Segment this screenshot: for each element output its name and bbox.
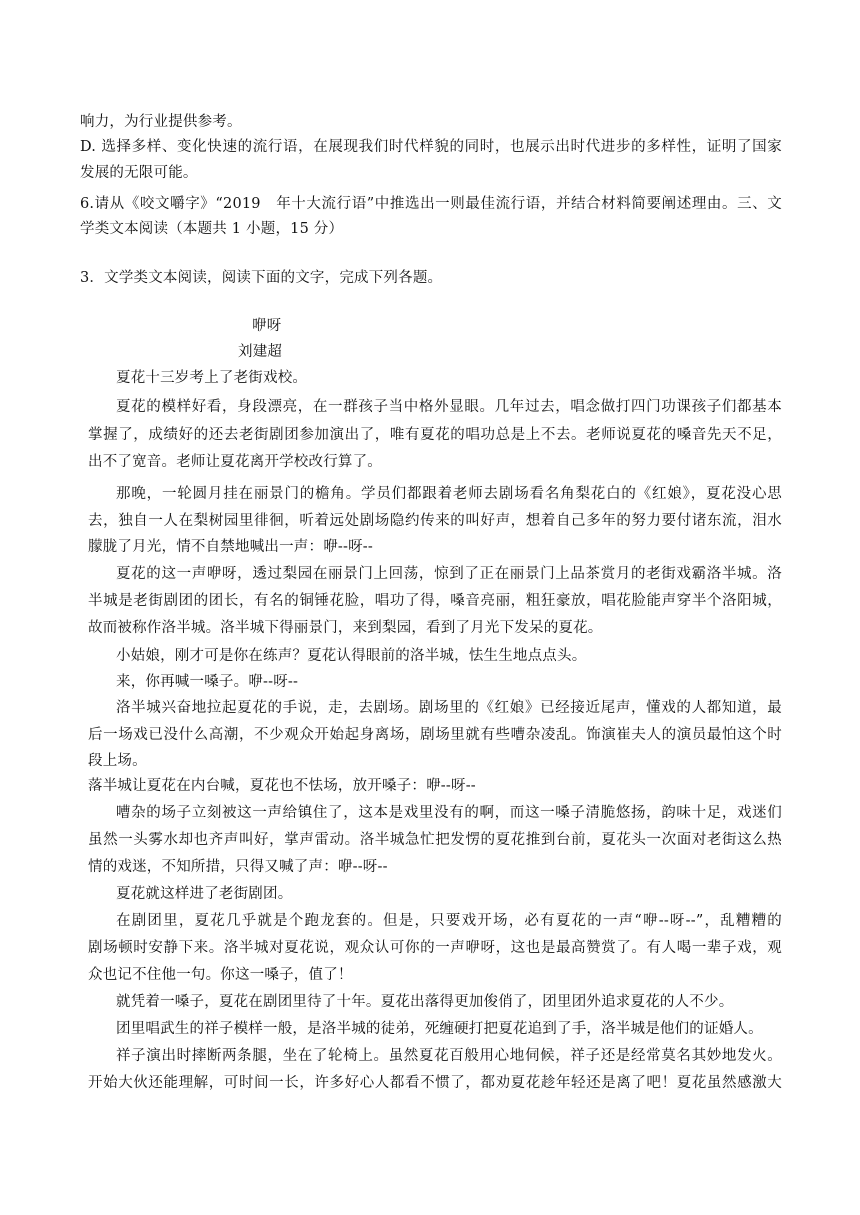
text-line: 学类文本阅读（本题共 1 小题，15 分） bbox=[80, 221, 344, 237]
paragraph-line: 虽然一头雾水却也齐声叫好，掌声雷动。洛半城急忙把发愣的夏花推到台前，夏花头一次面对老街这么热 bbox=[88, 832, 782, 848]
paragraph-line: 众也记不住他一句。你这一嗓子，值了！ bbox=[88, 967, 353, 983]
question-heading: 3．文学类文本阅读，阅读下面的文字，完成下列各题。 bbox=[80, 270, 443, 286]
text-line: D. 选择多样、变化快速的流行语，在展现我们时代样貌的同时，也展示出时代进步的多样性，证明了国家 bbox=[80, 139, 782, 155]
text-line: 6.请从《咬文嚼字》“2019 年十大流行语”中推选出一则最佳流行语，并结合材料简要阐述理由。三、文 bbox=[80, 196, 782, 212]
story-author: 刘建超 bbox=[238, 344, 283, 360]
paragraph-line: 那晚，一轮圆月挂在丽景门的檐角。学员们都跟着老师去剧场看名角梨花白的《红娘》，夏花没心思 bbox=[116, 486, 782, 502]
paragraph-line: 团里唱武生的祥子模样一般，是洛半城的徒弟，死缠硬打把夏花追到了手，洛半城是他们的证婚人。 bbox=[116, 1021, 763, 1037]
paragraph-line: 小姑娘，刚才可是你在练声？夏花认得眼前的洛半城，怯生生地点点头。 bbox=[116, 648, 587, 664]
paragraph-line: 段上场。 bbox=[88, 753, 147, 769]
paragraph-line: 剧场顿时安静下来。洛半城对夏花说，观众认可你的一声咿呀，这也是最高赞赏了。有人喝一辈子戏，观 bbox=[88, 940, 782, 956]
paragraph-line: 来，你再喊一嗓子。咿--呀-- bbox=[116, 674, 299, 690]
paragraph-line: 朦胧了月光，情不自禁地喊出一声：咿--呀-- bbox=[88, 539, 373, 555]
paragraph-line: 开始大伙还能理解，可时间一长，许多好心人都看不惯了，都劝夏花趁年轻还是离了吧！夏花虽然感激大 bbox=[88, 1075, 782, 1091]
text-line: 发展的无限可能。 bbox=[80, 165, 198, 181]
paragraph-line: 落半城让夏花在内台喊，夏花也不怯场，放开嗓子：咿--呀-- bbox=[88, 778, 476, 794]
story-title: 咿呀 bbox=[252, 318, 282, 334]
paragraph-line: 出不了宽音。老师让夏花离开学校改行算了。 bbox=[88, 454, 382, 470]
paragraph-line: 故而被称作洛半城。洛半城下得丽景门，来到梨园，看到了月光下发呆的夏花。 bbox=[88, 620, 603, 636]
paragraph-line: 夏花就这样进了老街剧团。 bbox=[116, 886, 293, 902]
paragraph-line: 掌握了，成绩好的还去老街剧团参加演出了，唯有夏花的唱功总是上不去。老师说夏花的嗓音先天不足， bbox=[88, 427, 782, 443]
paragraph-line: 洛半城兴奋地拉起夏花的手说，走，去剧场。剧场里的《红娘》已经接近尾声，懂戏的人都知道，最 bbox=[116, 700, 782, 716]
paragraph-line: 情的戏迷，不知所措，只得又喊了声：咿--呀-- bbox=[88, 859, 388, 875]
paragraph-line: 夏花的模样好看，身段漂亮，在一群孩子当中格外显眼。几年过去，唱念做打四门功课孩子们都基本 bbox=[116, 399, 782, 415]
text-line: 响力，为行业提供参考。 bbox=[80, 114, 242, 130]
paragraph-line: 半城是老街剧团的团长，有名的铜锤花脸，唱功了得，嗓音亮丽，粗狂豪放，唱花脸能声穿半个洛阳城， bbox=[88, 593, 782, 609]
paragraph-line: 嘈杂的场子立刻被这一声给镇住了，这本是戏里没有的啊，而这一嗓子清脆悠扬，韵味十足，戏迷们 bbox=[116, 805, 782, 821]
paragraph-line: 去，独自一人在梨树园里徘徊，听着远处剧场隐约传来的叫好声，想着自己多年的努力要付诸东流，泪水 bbox=[88, 513, 782, 529]
paragraph-line: 在剧团里，夏花几乎就是个跑龙套的。但是，只要戏开场，必有夏花的一声“咿--呀--”，乱糟糟的 bbox=[116, 913, 782, 929]
paragraph-line: 祥子演出时摔断两条腿，坐在了轮椅上。虽然夏花百般用心地伺候，祥子还是经常莫名其妙地发火。 bbox=[116, 1048, 782, 1064]
paragraph-line: 夏花的这一声咿呀，透过梨园在丽景门上回荡，惊到了正在丽景门上品茶赏月的老街戏霸洛半城。洛 bbox=[116, 566, 782, 582]
paragraph-line: 就凭着一嗓子，夏花在剧团里待了十年。夏花出落得更加俊俏了，团里团外追求夏花的人不少。 bbox=[116, 994, 734, 1010]
paragraph-line: 夏花十三岁考上了老街戏校。 bbox=[116, 370, 308, 386]
paragraph-line: 后一场戏已没什么高潮，不少观众开始起身离场，剧场里就有些嘈杂凌乱。饰演崔夫人的演员最怕这个时 bbox=[88, 727, 782, 743]
